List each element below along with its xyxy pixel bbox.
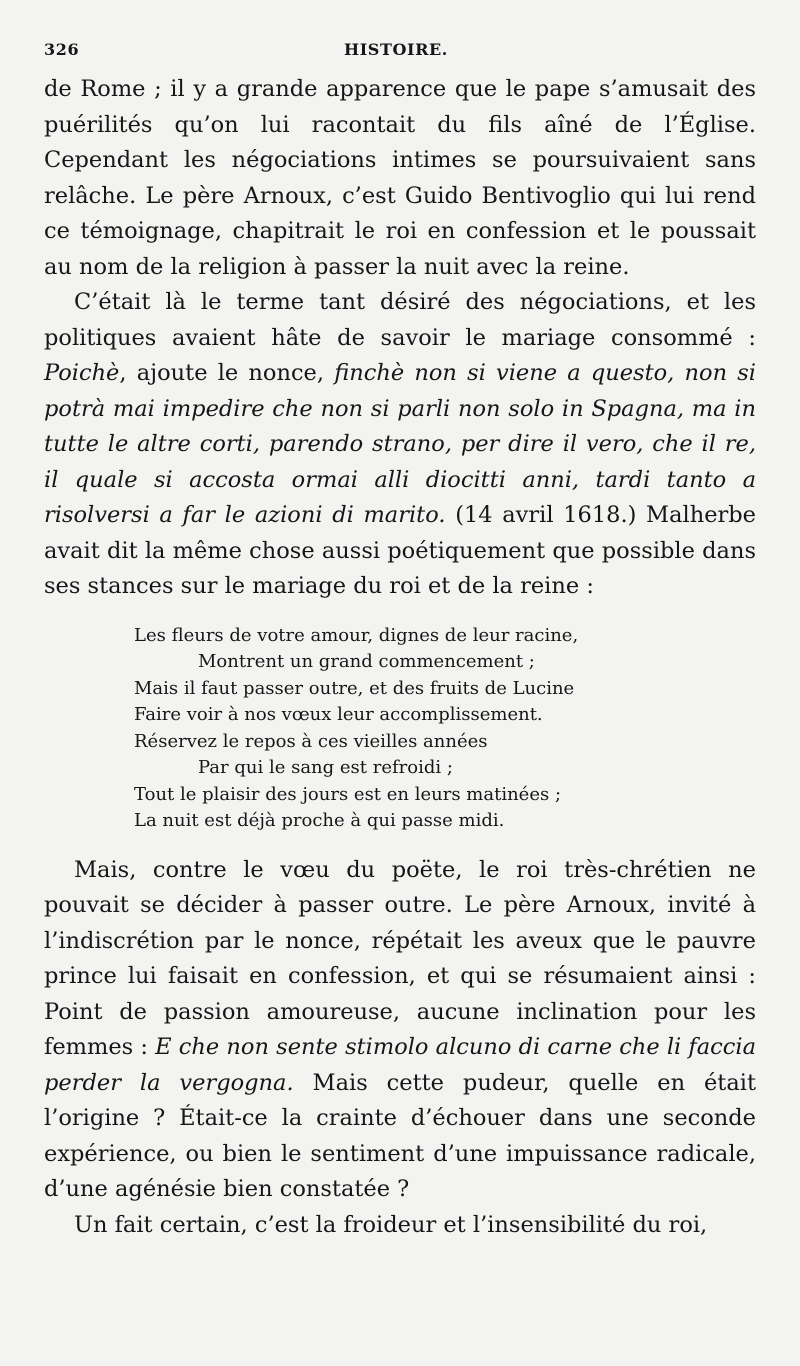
paragraph-2-before: C’était là le terme tant désiré des négociations, et les politiques avaient hâte de savoir le mariage consommé : [44, 289, 756, 351]
paragraph-2 [44, 285, 756, 605]
italic-quote-nonce: finchè non si viene a questo, non si potrà mai impedire che non si parli non solo in Spagna, ma in tutte le altre corti, parendo strano, per dire il vero, che il re, il quale si accosta ormai alli diocitti anni, tardi tanto a risolversi a far le azioni di marito. [44, 360, 757, 528]
verse-line: Faire voir à nos vœux leur accomplissement. [134, 704, 543, 725]
verse-line: La nuit est déjà proche à qui passe midi. [134, 810, 505, 831]
paragraph-3-before: Mais, contre le vœu du poëte, le roi très-chrétien ne pouvait se décider à passer outre. Le père Arnoux, invité à l’indiscrétion par le nonce, répétait les aveux que le pauvre prince lui faisait en confession, et qui se résumaient ainsi : Point de passion amoureuse, aucune inclination pour les femmes : [44, 856, 756, 1060]
italic-quote-poiche: Poichè [44, 360, 120, 386]
paragraph-1 [44, 72, 756, 285]
paragraph-2-middle: , ajoute le nonce, [119, 360, 335, 386]
verse-stanza [134, 623, 756, 835]
running-title: HISTOIRE. [344, 40, 448, 59]
verse-line: Mais il faut passer outre, et des fruits de Lucine [134, 677, 575, 699]
body-text [44, 72, 756, 1243]
paragraph-3 [44, 853, 756, 1208]
page-header [44, 32, 756, 72]
paragraph-1-text: de Rome ; il y a grande apparence que le pape s’amusait des puérilités qu’on lui racontait du fils aîné de l’Église. Cependant les négociations intimes se poursuivaient sans relâche. Le père Arnoux, c’est Guido Bentivoglio qui lui rend ce témoignage, chapitrait le roi en confession et le poussait au nom de la religion à passer la nuit avec la reine. [44, 76, 756, 280]
paragraph-3-after: Mais cette pudeur, quelle en était l’origine ? Était-ce la crainte d’échouer dans une seconde expérience, ou bien le sentiment d’une impuissance radicale, d’une agénésie bien constatée ? [44, 1069, 756, 1202]
italic-quote-carne: E che non sente stimolo alcuno di carne che li faccia perder la vergogna. [44, 1034, 756, 1096]
paragraph-4-text: Un fait certain, c’est la froideur et l’insensibilité du roi, [74, 1211, 708, 1238]
paragraph-2-after: (14 avril 1618.) Malherbe avait dit la même chose aussi poétiquement que possible dans ses stances sur le mariage du roi et de la reine : [44, 502, 756, 599]
verse-line: Réservez le repos à ces vieilles années [134, 730, 488, 752]
verse-line: Tout le plaisir des jours est en leurs matinées ; [134, 783, 562, 805]
verse-line: Montrent un grand commencement ; [198, 651, 535, 672]
verse-line: Les fleurs de votre amour, dignes de leur racine, [134, 624, 579, 646]
verse-line: Par qui le sang est refroidi ; [198, 757, 453, 778]
page-number: 326 [44, 40, 80, 59]
paragraph-4 [44, 1208, 756, 1244]
